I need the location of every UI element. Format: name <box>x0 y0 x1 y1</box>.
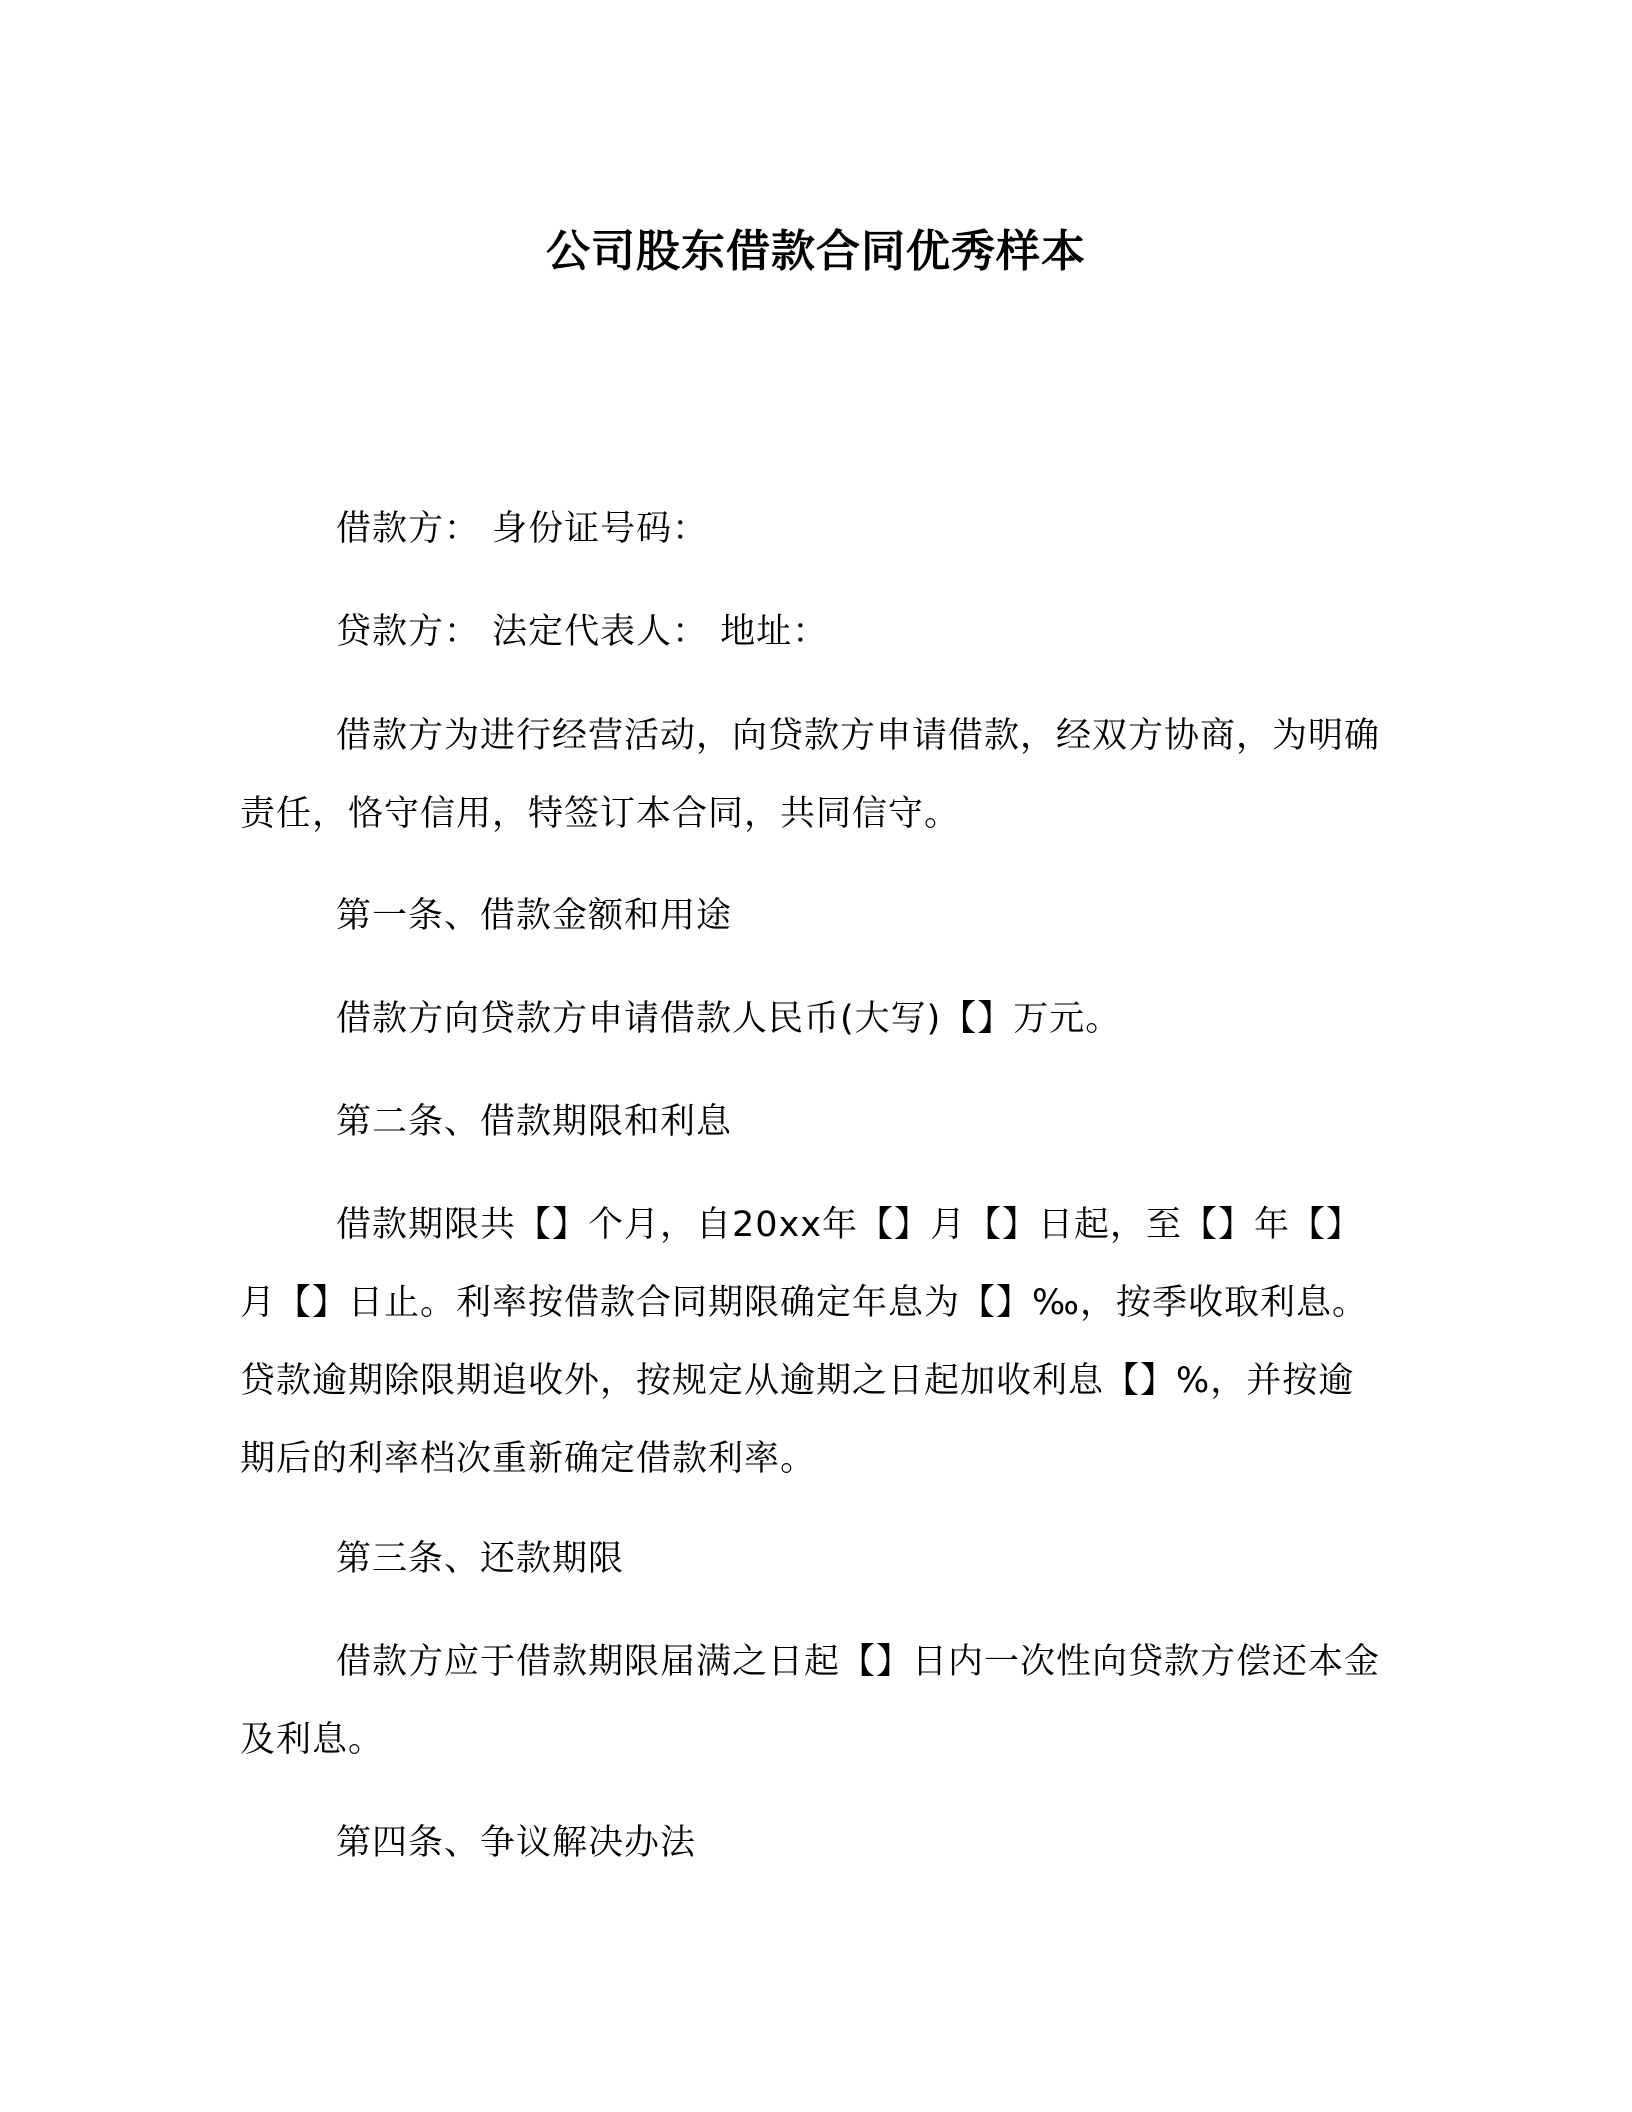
article-2-text: 借款期限共【】个月，自20xx年【】月【】日起，至【】年【】月【】日止。利率按借款合同期限确定年息为【】‰，按季收取利息。贷款逾期除限期追收外，按规定从逾期之日起加收利息【】%，并按逾期后的利率档次重新确定借款利率。 <box>240 1205 1368 1479</box>
article-3-text: 借款方应于借款期限届满之日起【】日内一次性向贷款方偿还本金及利息。 <box>240 1642 1381 1760</box>
borrower-line: 借款方： 身份证号码： <box>336 509 709 549</box>
article-2-heading: 第二条、借款期限和利息 <box>336 1102 733 1142</box>
intro-paragraph: 借款方为进行经营活动，向贷款方申请借款，经双方协商，为明确责任，恪守信用，特签订本合同，共同信守。 <box>240 716 1381 834</box>
article-4-heading: 第四条、争议解决办法 <box>336 1823 697 1863</box>
document-title: 公司股东借款合同优秀样本 <box>546 226 1086 277</box>
article-3-heading: 第三条、还款期限 <box>336 1539 625 1579</box>
article-1-heading: 第一条、借款金额和用途 <box>336 896 733 936</box>
lender-line: 贷款方： 法定代表人： 地址： <box>336 612 829 652</box>
article-1-text: 借款方向贷款方申请借款人民币(大写)【】万元。 <box>336 999 1122 1039</box>
